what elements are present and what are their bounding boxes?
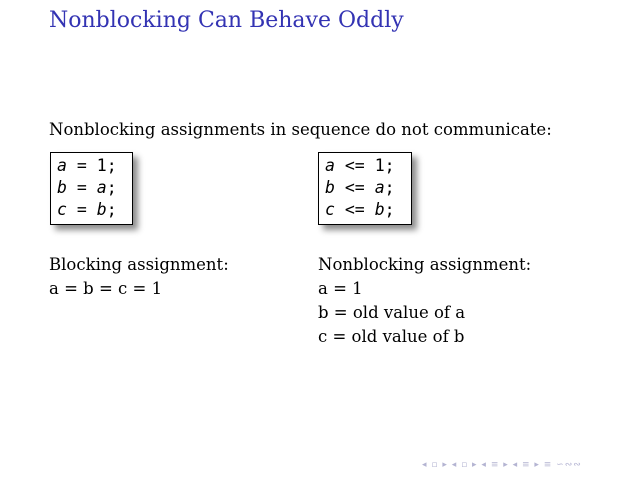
code-line — [57, 177, 126, 199]
nonblocking-heading: Nonblocking assignment: — [318, 255, 532, 274]
code-line — [325, 155, 405, 177]
code-value: b — [96, 200, 107, 219]
code-semicolon: ; — [106, 178, 117, 197]
blocking-heading: Blocking assignment: — [49, 255, 229, 274]
code-line — [57, 155, 126, 177]
code-line — [325, 199, 405, 221]
code-value: a — [374, 178, 385, 197]
code-semicolon: ; — [384, 200, 395, 219]
beamer-navigation-icons[interactable]: ◂ ▫ ▸ ◂ ▫ ▸ ◂ ≡ ▸ ◂ ≡ ▸ ≡ ∽∾∾ — [422, 460, 582, 470]
code-variable: b — [57, 178, 67, 197]
code-line — [325, 177, 405, 199]
code-line — [57, 199, 126, 221]
code-operator: <= — [334, 178, 375, 197]
blocking-explanation — [49, 253, 229, 301]
nonblocking-result-line: a = 1 — [318, 279, 363, 298]
intro-text: Nonblocking assignments in sequence do not communicate: — [49, 120, 552, 139]
blocking-code-box — [50, 152, 133, 225]
code-semicolon: ; — [106, 200, 117, 219]
code-variable: a — [57, 156, 67, 175]
blocking-result-line: a = b = c = 1 — [49, 279, 163, 298]
code-operator: <= — [334, 200, 375, 219]
code-semicolon: ; — [106, 156, 117, 175]
code-operator: = — [66, 178, 97, 197]
code-variable: b — [325, 178, 335, 197]
code-semicolon: ; — [384, 178, 395, 197]
code-semicolon: ; — [384, 156, 395, 175]
nonblocking-explanation — [318, 253, 531, 349]
code-variable: c — [325, 200, 335, 219]
nonblocking-result-line: b = old value of a — [318, 303, 466, 322]
code-variable: a — [325, 156, 335, 175]
code-operator: <= — [334, 156, 375, 175]
code-value: a — [96, 178, 107, 197]
code-value: 1 — [96, 156, 107, 175]
code-value: 1 — [374, 156, 385, 175]
nonblocking-result-line: c = old value of b — [318, 327, 465, 346]
slide-title: Nonblocking Can Behave Oddly — [49, 8, 404, 33]
code-value: b — [374, 200, 385, 219]
nonblocking-code-box — [318, 152, 412, 225]
code-operator: = — [66, 200, 97, 219]
code-variable: c — [57, 200, 67, 219]
code-operator: = — [66, 156, 97, 175]
